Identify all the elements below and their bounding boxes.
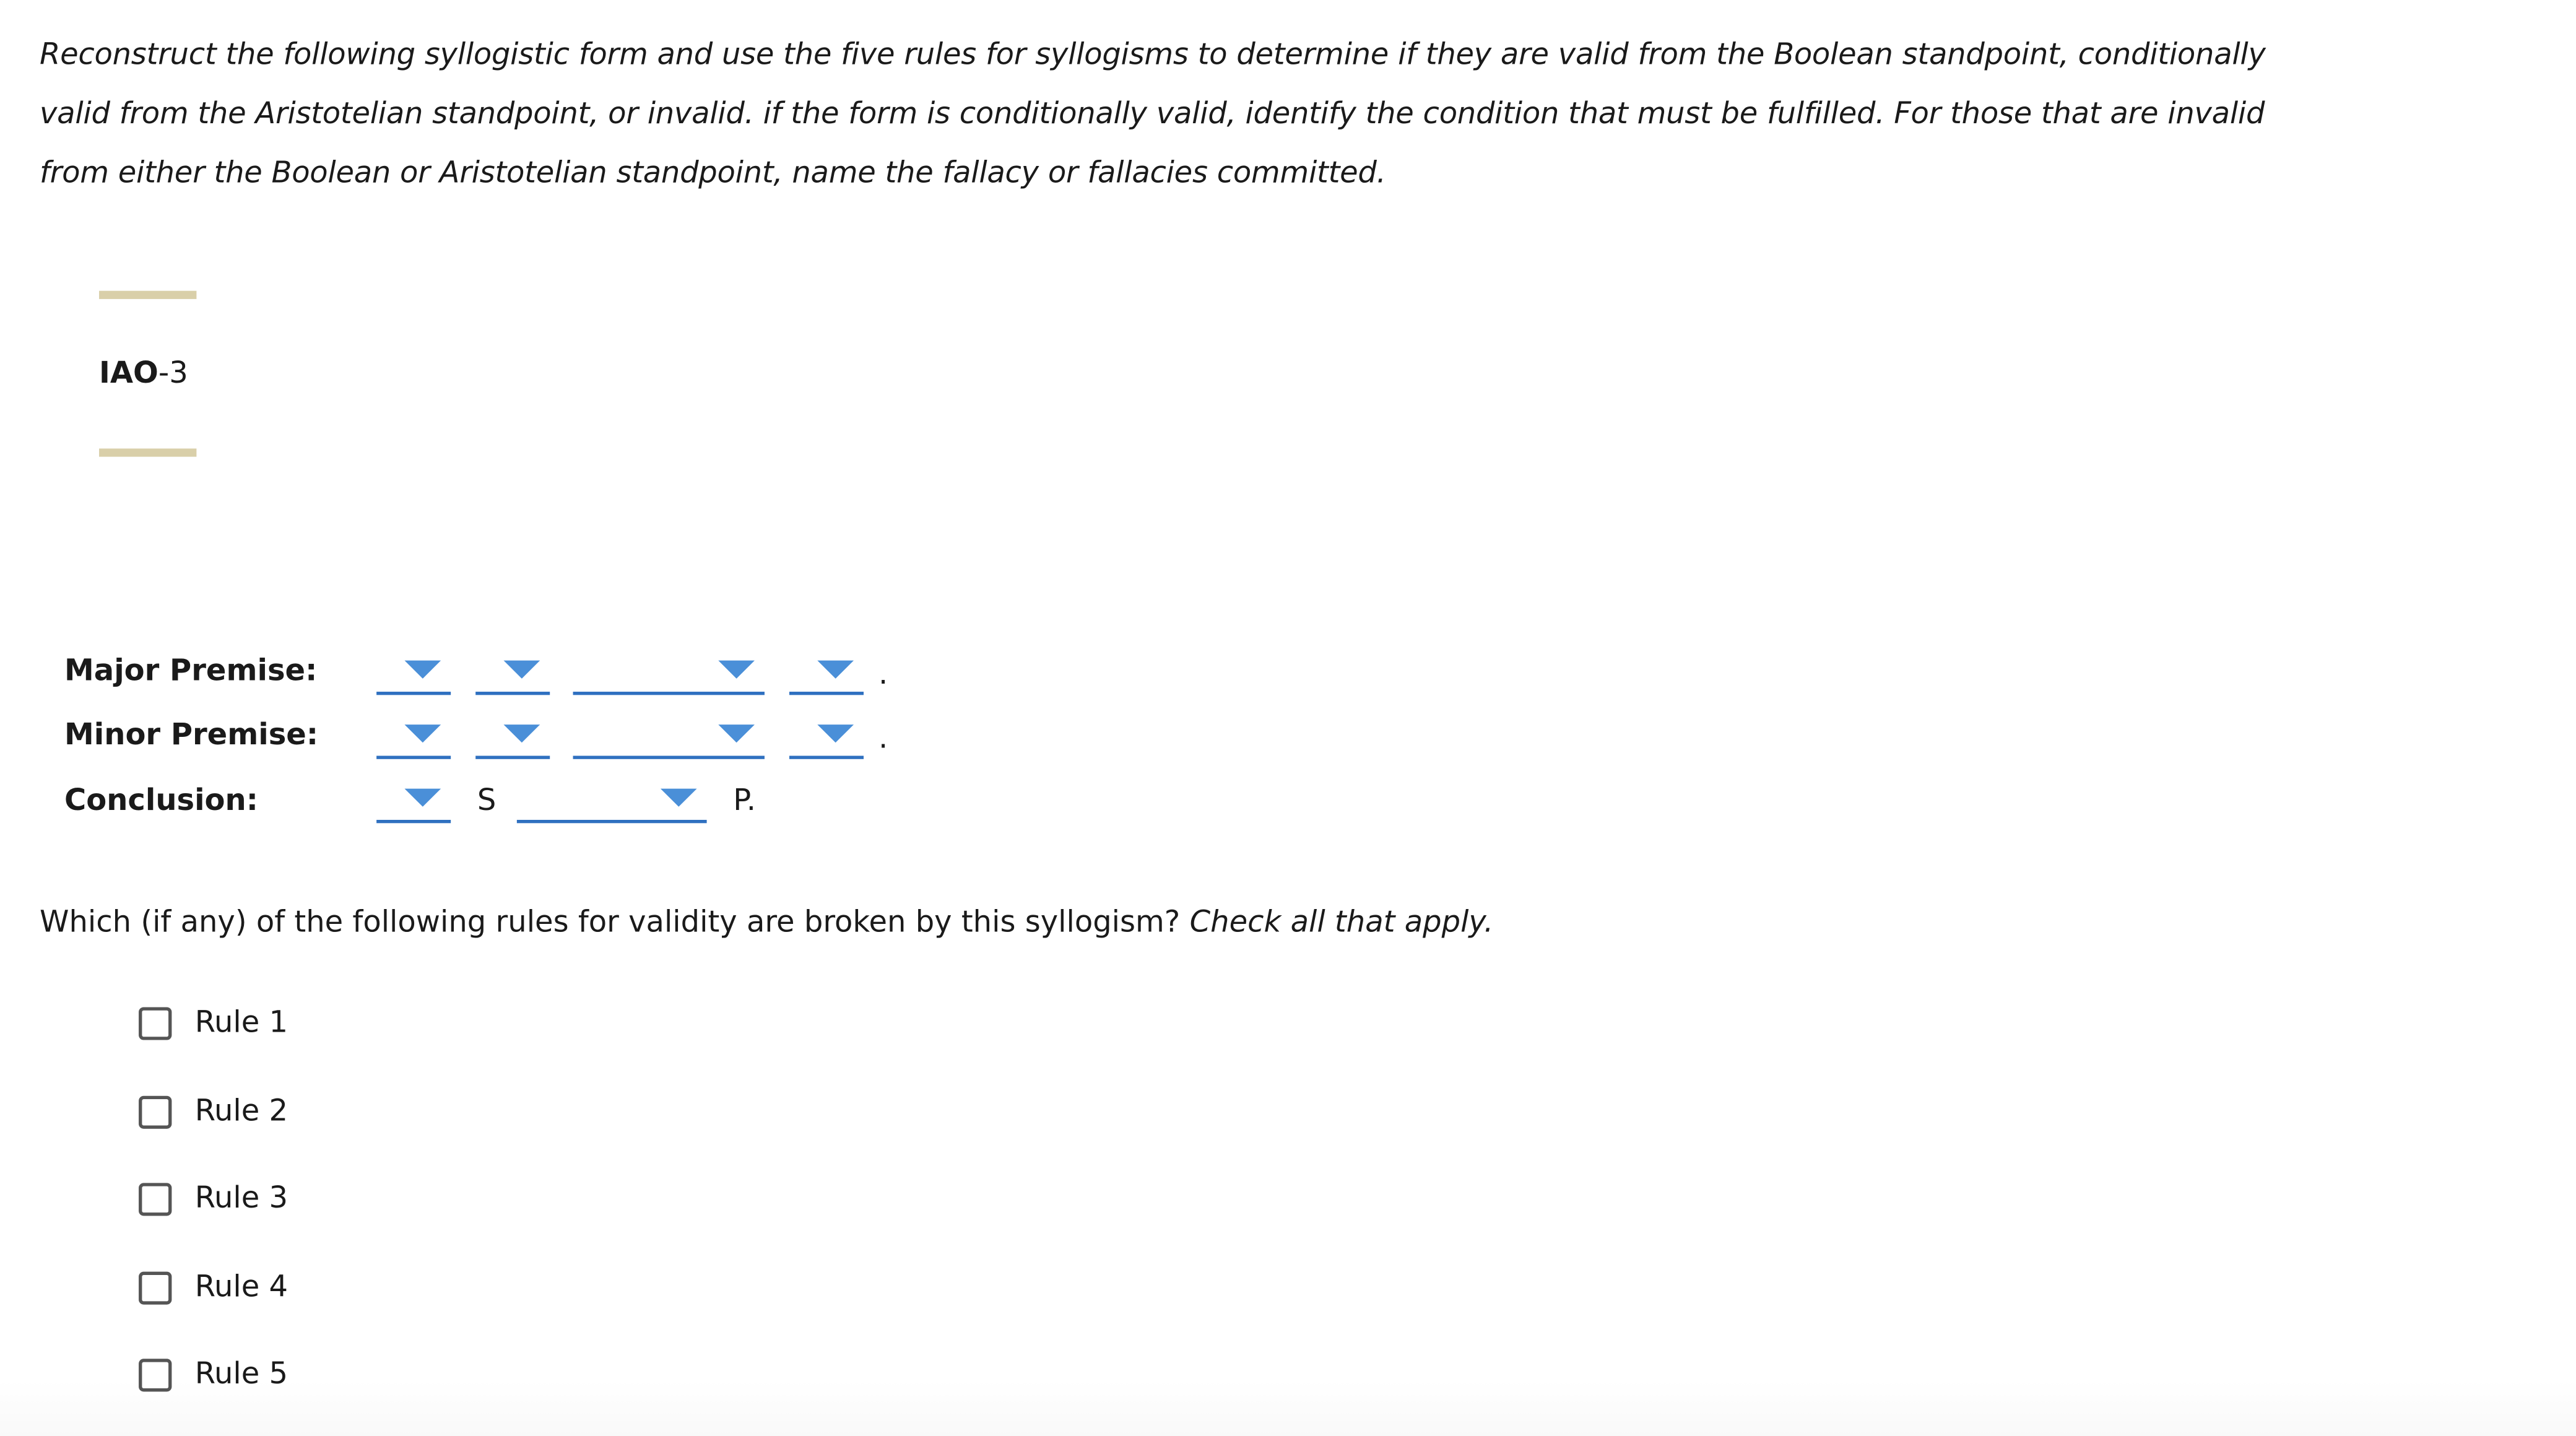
rule-3-checkbox[interactable] xyxy=(139,1183,171,1216)
conclusion-copula-dropdown[interactable] xyxy=(517,784,707,824)
rule-5-label: Rule 5 xyxy=(194,1357,288,1392)
conclusion-label: Conclusion: xyxy=(64,783,258,819)
chevron-down-icon xyxy=(504,725,540,742)
rule-1-label: Rule 1 xyxy=(194,1005,288,1040)
conclusion-predicate-term: P. xyxy=(733,783,757,819)
rules-question-text: Which (if any) of the following rules for validity are broken by this syllogism? xyxy=(40,905,1181,940)
major-premise-period: . xyxy=(878,657,888,692)
divider-bottom xyxy=(99,448,196,456)
minor-predicate-dropdown[interactable] xyxy=(789,720,864,759)
instructions-line-2: valid from the Aristotelian standpoint, or invalid. if the form is conditionally valid, identify the condition that must be fulfilled. For those that are invalid xyxy=(40,97,2265,132)
rule-4-checkbox[interactable] xyxy=(139,1272,171,1305)
rule-4-label: Rule 4 xyxy=(194,1270,288,1305)
minor-copula-dropdown[interactable] xyxy=(573,720,765,759)
minor-quantifier-dropdown[interactable] xyxy=(376,720,451,759)
instructions xyxy=(40,26,2351,204)
rule-3-option[interactable] xyxy=(139,1180,288,1219)
rule-1-option[interactable] xyxy=(139,1004,288,1043)
instructions-line-1: Reconstruct the following syllogistic form and use the five rules for syllogisms to determine if they are valid from the Boolean standpoint, conditionally xyxy=(40,38,2266,72)
chevron-down-icon xyxy=(718,725,755,742)
rule-2-label: Rule 2 xyxy=(194,1094,288,1129)
rules-question xyxy=(40,902,1493,945)
major-subject-dropdown[interactable] xyxy=(475,656,550,695)
minor-subject-dropdown[interactable] xyxy=(475,720,550,759)
chevron-down-icon xyxy=(404,725,441,742)
chevron-down-icon xyxy=(718,661,755,679)
chevron-down-icon xyxy=(404,789,441,807)
syllogism-mood: IAO xyxy=(99,356,158,391)
rule-3-label: Rule 3 xyxy=(194,1181,288,1216)
minor-premise-period: . xyxy=(878,721,888,756)
major-copula-dropdown[interactable] xyxy=(573,656,765,695)
minor-premise-label: Minor Premise: xyxy=(64,718,319,753)
rules-question-hint: Check all that apply. xyxy=(1189,905,1494,940)
rule-2-option[interactable] xyxy=(139,1092,288,1132)
chevron-down-icon xyxy=(404,661,441,679)
major-premise-label: Major Premise: xyxy=(64,654,318,689)
rule-1-checkbox[interactable] xyxy=(139,1007,171,1040)
major-quantifier-dropdown[interactable] xyxy=(376,656,451,695)
syllogism-form-label xyxy=(99,355,188,394)
chevron-down-icon xyxy=(817,725,854,742)
instructions-line-3: from either the Boolean or Aristotelian standpoint, name the fallacy or fallacies committed. xyxy=(40,156,1386,191)
rule-4-option[interactable] xyxy=(139,1268,288,1308)
chevron-down-icon xyxy=(817,661,854,679)
syllogism-figure: -3 xyxy=(158,356,188,391)
rule-5-option[interactable] xyxy=(139,1355,288,1395)
rule-5-checkbox[interactable] xyxy=(139,1359,171,1391)
conclusion-quantifier-dropdown[interactable] xyxy=(376,784,451,824)
major-predicate-dropdown[interactable] xyxy=(789,656,864,695)
divider-top xyxy=(99,291,196,299)
conclusion-subject-term: S xyxy=(477,783,497,819)
rule-2-checkbox[interactable] xyxy=(139,1096,171,1129)
chevron-down-icon xyxy=(661,789,697,807)
chevron-down-icon xyxy=(504,661,540,679)
